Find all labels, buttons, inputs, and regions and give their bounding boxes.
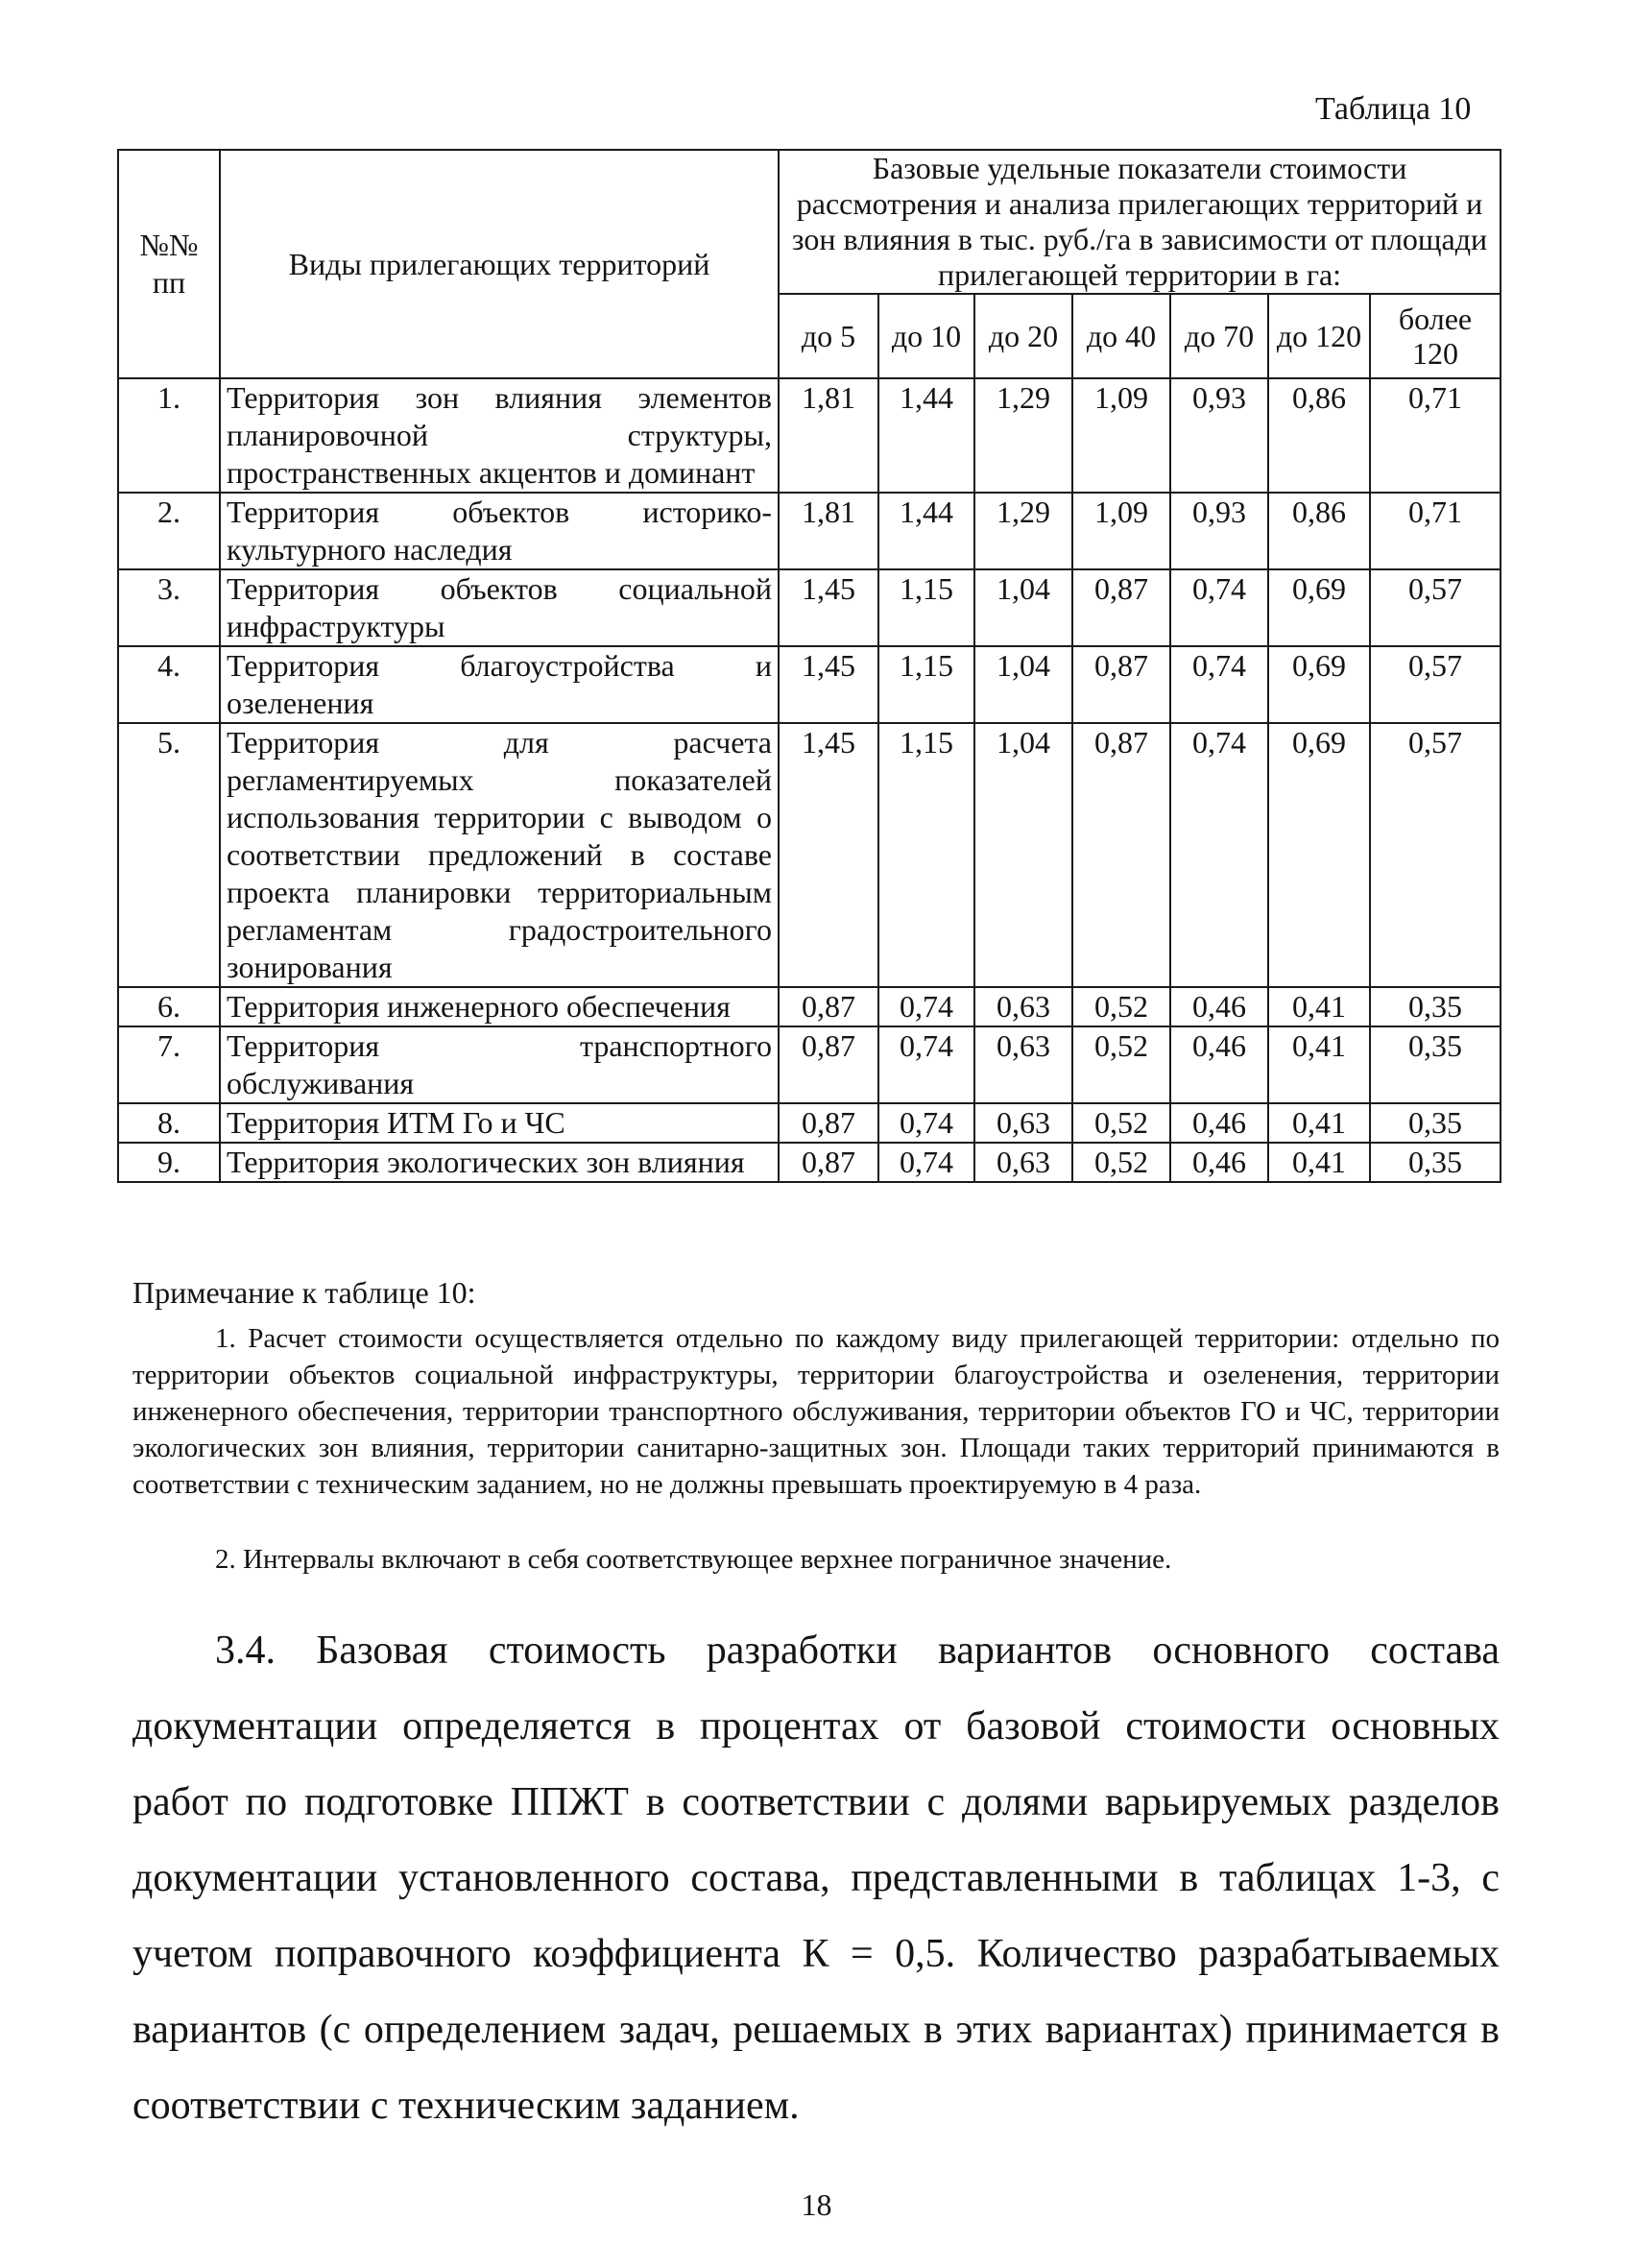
row-value: 0,86 — [1268, 378, 1370, 493]
row-value: 1,81 — [779, 493, 878, 569]
row-value: 0,46 — [1170, 1143, 1268, 1182]
row-number: 9. — [118, 1143, 220, 1182]
header-range: до 40 — [1072, 294, 1170, 378]
row-value: 0,74 — [878, 1026, 974, 1103]
row-value: 0,57 — [1370, 723, 1501, 987]
row-value: 1,44 — [878, 493, 974, 569]
row-value: 0,52 — [1072, 1143, 1170, 1182]
row-value: 0,57 — [1370, 646, 1501, 723]
header-range: до 20 — [974, 294, 1072, 378]
row-value: 0,41 — [1268, 1026, 1370, 1103]
header-kind: Виды прилегающих территорий — [220, 150, 779, 378]
row-value: 0,69 — [1268, 723, 1370, 987]
page-number: 18 — [801, 2187, 832, 2222]
data-table — [117, 149, 1501, 1183]
row-value: 1,04 — [974, 723, 1072, 987]
row-number: 4. — [118, 646, 220, 723]
row-name: Территория экологических зон влияния — [220, 1143, 779, 1182]
table-header-row — [118, 150, 1501, 294]
table-row — [118, 723, 1501, 987]
table-body — [118, 378, 1501, 1182]
row-value: 0,46 — [1170, 1103, 1268, 1143]
row-name: Территория транспортного обслуживания — [220, 1026, 779, 1103]
row-value: 0,69 — [1268, 569, 1370, 646]
table-row — [118, 1103, 1501, 1143]
row-value: 0,52 — [1072, 1103, 1170, 1143]
row-value: 1,45 — [779, 646, 878, 723]
row-value: 0,46 — [1170, 987, 1268, 1026]
row-number: 3. — [118, 569, 220, 646]
row-value: 0,71 — [1370, 378, 1501, 493]
row-value: 0,35 — [1370, 1026, 1501, 1103]
row-number: 2. — [118, 493, 220, 569]
row-value: 1,04 — [974, 569, 1072, 646]
row-value: 0,74 — [878, 1103, 974, 1143]
row-value: 1,09 — [1072, 493, 1170, 569]
header-range: до 10 — [878, 294, 974, 378]
row-value: 0,46 — [1170, 1026, 1268, 1103]
row-value: 0,87 — [1072, 569, 1170, 646]
row-value: 0,87 — [1072, 646, 1170, 723]
row-value: 0,71 — [1370, 493, 1501, 569]
note-item: 1. Расчет стоимости осуществляется отдельно по каждому виду прилегающей территории: отдельно по территории объектов социальной инфраструктуры, территории благоустройства и озеленения, территории инженерного обеспечения, территории транспортного обслуживания, территории объектов ГО и ЧС, территории экологических зон влияния, территории санитарно-защитных зон. Площади таких территорий принимаются в соответствии с техническим заданием, но не должны превышать проектируемую в 4 раза. — [132, 1323, 1500, 1500]
row-number: 8. — [118, 1103, 220, 1143]
row-value: 1,04 — [974, 646, 1072, 723]
header-range: до 5 — [779, 294, 878, 378]
row-value: 0,41 — [1268, 1103, 1370, 1143]
table-row — [118, 569, 1501, 646]
row-value: 0,93 — [1170, 378, 1268, 493]
row-value: 1,29 — [974, 493, 1072, 569]
row-value: 1,15 — [878, 569, 974, 646]
body-paragraph: 3.4. Базовая стоимость разработки вариантов основного состава документации определяется в процентах от базовой стоимости основных работ по подготовке ППЖТ в соответствии с долями варьируемых разделов документации установленного состава, представленными в таблицах 1-3, с учетом поправочного коэффициента К = 0,5. Количество разрабатываемых вариантов (с определением задач, решаемых в этих вариантах) принимается в соответствии с техническим заданием. — [132, 1629, 1500, 2128]
row-number: 1. — [118, 378, 220, 493]
row-value: 1,29 — [974, 378, 1072, 493]
row-value: 0,63 — [974, 987, 1072, 1026]
row-value: 0,41 — [1268, 1143, 1370, 1182]
row-value: 0,87 — [779, 1026, 878, 1103]
row-value: 0,74 — [1170, 646, 1268, 723]
row-name: Территория благоустройства и озеленения — [220, 646, 779, 723]
row-number: 5. — [118, 723, 220, 987]
row-value: 0,87 — [1072, 723, 1170, 987]
row-value: 1,45 — [779, 569, 878, 646]
row-name: Территория зон влияния элементов планировочной структуры, пространственных акцентов и доминант — [220, 378, 779, 493]
row-value: 0,87 — [779, 987, 878, 1026]
row-value: 1,44 — [878, 378, 974, 493]
row-value: 1,81 — [779, 378, 878, 493]
row-number: 7. — [118, 1026, 220, 1103]
table-row — [118, 493, 1501, 569]
row-value: 0,87 — [779, 1103, 878, 1143]
row-value: 0,35 — [1370, 1103, 1501, 1143]
row-value: 0,74 — [1170, 569, 1268, 646]
row-value: 0,74 — [878, 987, 974, 1026]
row-value: 0,63 — [974, 1103, 1072, 1143]
row-value: 0,63 — [974, 1143, 1072, 1182]
row-value: 0,35 — [1370, 987, 1501, 1026]
table-row — [118, 378, 1501, 493]
table-row — [118, 1143, 1501, 1182]
row-value: 0,69 — [1268, 646, 1370, 723]
row-value: 0,74 — [878, 1143, 974, 1182]
header-range: до 70 — [1170, 294, 1268, 378]
row-number: 6. — [118, 987, 220, 1026]
note-item: 2. Интервалы включают в себя соответствующее верхнее пограничное значение. — [215, 1544, 1172, 1575]
row-value: 0,87 — [779, 1143, 878, 1182]
row-name: Территория объектов историко-культурного наследия — [220, 493, 779, 569]
header-range: до 120 — [1268, 294, 1370, 378]
header-group: Базовые удельные показатели стоимости рассмотрения и анализа прилегающих территорий и зон влияния в тыс. руб./га в зависимости от площади прилегающей территории в га: — [779, 150, 1501, 294]
table-row — [118, 987, 1501, 1026]
row-value: 1,45 — [779, 723, 878, 987]
row-name: Территория ИТМ Го и ЧС — [220, 1103, 779, 1143]
row-value: 0,74 — [1170, 723, 1268, 987]
row-value: 1,15 — [878, 646, 974, 723]
row-value: 0,52 — [1072, 1026, 1170, 1103]
row-value: 0,63 — [974, 1026, 1072, 1103]
row-value: 0,52 — [1072, 987, 1170, 1026]
row-name: Территория инженерного обеспечения — [220, 987, 779, 1026]
header-num: №№ пп — [118, 150, 220, 378]
row-value: 0,41 — [1268, 987, 1370, 1026]
row-value: 0,86 — [1268, 493, 1370, 569]
note-title: Примечание к таблице 10: — [132, 1275, 476, 1310]
row-name: Территория объектов социальной инфраструктуры — [220, 569, 779, 646]
table-row — [118, 1026, 1501, 1103]
row-name: Территория для расчета регламентируемых показателей использования территории с выводом о соответствии предложений в составе проекта планировки территориальным регламентам градостроительного зонирования — [220, 723, 779, 987]
row-value: 0,57 — [1370, 569, 1501, 646]
row-value: 1,15 — [878, 723, 974, 987]
table-row — [118, 646, 1501, 723]
row-value: 0,93 — [1170, 493, 1268, 569]
table-caption: Таблица 10 — [1315, 91, 1472, 127]
row-value: 1,09 — [1072, 378, 1170, 493]
header-range: более 120 — [1370, 294, 1501, 378]
row-value: 0,35 — [1370, 1143, 1501, 1182]
